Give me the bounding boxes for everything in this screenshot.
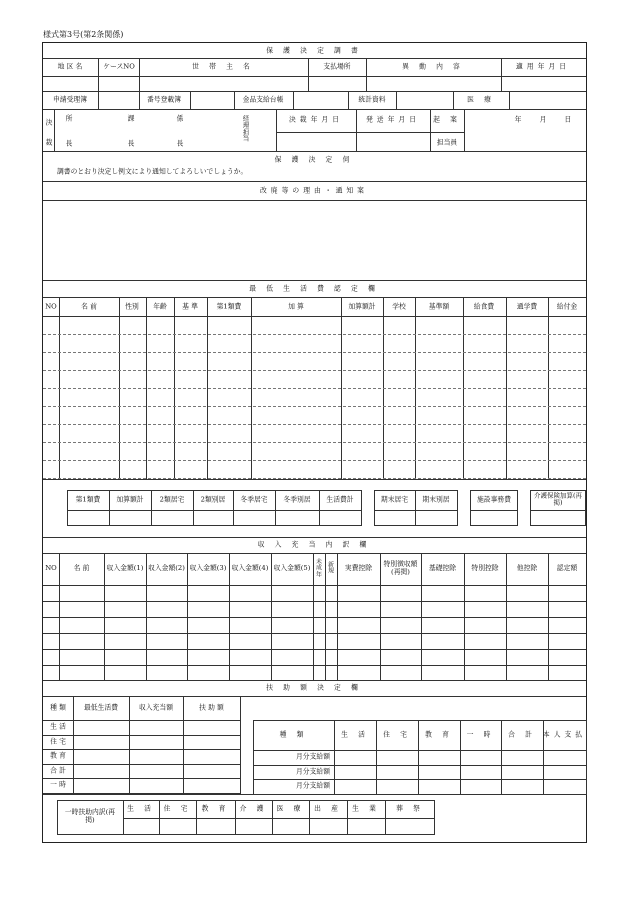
ml-row-line xyxy=(43,442,586,443)
inc-col-0: NO xyxy=(45,564,57,573)
one-time-col-2: 教 育 xyxy=(201,804,230,813)
ml-col-11: 通学費 xyxy=(516,302,538,311)
ml-col-2: 性別 xyxy=(125,302,139,311)
inc-col-13: 他控除 xyxy=(516,564,538,573)
kessai-pos-3: 係 xyxy=(176,114,184,123)
kessai-pos-bottom-3: 長 xyxy=(176,139,184,148)
inc-col-2: 収入金額(1) xyxy=(106,564,144,573)
form-id: 様式第3号(第2条関係) xyxy=(43,30,124,39)
ml-col-5: 第1類費 xyxy=(216,302,242,311)
hdr-apply-date: 適用年月日 xyxy=(516,62,570,71)
hdr-application-book: 申請受理簿 xyxy=(53,95,87,104)
hdr-district: 地 区 名 xyxy=(57,62,83,71)
kessai-label-2: 裁 xyxy=(45,138,53,147)
ml-row-line xyxy=(43,406,586,407)
kian-date: 年 月 日 xyxy=(514,115,572,124)
ml-sum1-1: 加算額計 xyxy=(116,495,144,504)
inc-col-8: 新規 xyxy=(328,561,335,575)
inc-col-12: 特別控除 xyxy=(471,564,499,573)
hdr-householder: 世 帯 主 名 xyxy=(192,62,254,71)
hdr-medical: 医 療 xyxy=(467,95,495,104)
send-date: 発送年月日 xyxy=(366,115,420,124)
ml-sum1-6: 生活費計 xyxy=(326,495,354,504)
one-time-col-5: 出 産 xyxy=(314,804,342,813)
min-living-title: 最 低 生 活 費 認 定 欄 xyxy=(249,284,379,293)
form-frame xyxy=(42,42,587,843)
assistance-title: 扶 助 額 決 定 欄 xyxy=(266,683,362,692)
as-right-row-0: 月分支給額 xyxy=(296,752,330,761)
ml-col-3: 年齢 xyxy=(153,302,167,311)
ml-col-4: 基 準 xyxy=(182,302,198,311)
ml-sum3: 施設事務費 xyxy=(477,495,511,504)
as-right-row-2: 月分支給額 xyxy=(296,781,330,790)
as-left-col-2: 収入充当額 xyxy=(139,703,173,712)
ml-sum1-0: 第1類費 xyxy=(75,495,101,504)
ml-col-7: 加算額計 xyxy=(348,302,376,311)
kessai-pos-bottom-1: 長 xyxy=(65,139,73,148)
ml-row-line xyxy=(43,460,586,461)
kessai-pos-bottom-2: 長 xyxy=(127,139,135,148)
one-time-col-7: 葬 祭 xyxy=(396,804,424,813)
one-time-label: 一時扶助内訳(再 掲) xyxy=(64,808,116,824)
as-right-col-0: 種 類 xyxy=(279,730,308,739)
ml-col-10: 給食費 xyxy=(473,302,495,311)
as-left-row-1: 住 宅 xyxy=(50,737,66,746)
tantou-label: 担当員 xyxy=(436,138,458,147)
ml-sum1-3: 2類別居 xyxy=(200,495,226,504)
inc-col-7: 未成年 xyxy=(316,558,323,579)
as-right-col-6: 本人支払 xyxy=(542,730,587,739)
hdr-number-book: 番号登載簿 xyxy=(147,95,181,104)
kessai-label-1: 決 xyxy=(45,118,53,127)
inc-col-6: 収入金額(5) xyxy=(273,564,311,573)
inc-col-11: 基礎控除 xyxy=(428,564,457,573)
ml-sum2-1: 期末別居 xyxy=(422,495,450,504)
as-right-col-2: 住 宅 xyxy=(383,730,411,739)
ml-col-1: 名 前 xyxy=(81,302,97,311)
ml-row-line xyxy=(43,352,586,353)
as-right-col-5: 合 計 xyxy=(508,730,536,739)
hdr-statistics: 統計資料 xyxy=(358,95,386,104)
ml-col-8: 学校 xyxy=(392,302,406,311)
reason-title: 改廃等の理由・通知案 xyxy=(260,186,368,195)
one-time-col-1: 住 宅 xyxy=(163,804,192,813)
one-time-col-6: 生 業 xyxy=(352,804,380,813)
inc-col-1: 名 前 xyxy=(73,564,90,573)
form-title: 保 護 決 定 調 書 xyxy=(266,46,362,55)
ml-sum2-0: 期末居宅 xyxy=(380,495,409,504)
ml-sum1-2: 2類居宅 xyxy=(159,495,185,504)
ml-col-9: 基準額 xyxy=(428,302,450,311)
ml-col-12: 給付金 xyxy=(556,302,578,311)
kian-label: 起 案 xyxy=(433,115,461,124)
as-left-row-2: 教 育 xyxy=(50,751,66,760)
ml-row-line xyxy=(43,388,586,389)
kessai-pos-2: 課 xyxy=(127,114,135,123)
as-right-row-1: 月分支給額 xyxy=(296,767,330,776)
hdr-pay-place: 支払場所 xyxy=(323,62,351,71)
kessai-pos-1: 所 xyxy=(65,114,73,123)
one-time-col-4: 医 療 xyxy=(276,804,305,813)
ml-sum1-4: 冬季居宅 xyxy=(240,495,268,504)
ml-sum4: 介護保険加算(再掲) xyxy=(533,491,583,507)
one-time-col-0: 生 活 xyxy=(127,804,155,813)
hdr-change: 異 動 内 容 xyxy=(402,62,464,71)
as-left-row-0: 生 活 xyxy=(50,722,66,731)
ml-sum1-5: 冬季別居 xyxy=(283,495,311,504)
as-left-col-0: 種 類 xyxy=(50,703,66,712)
ml-col-6: 加 算 xyxy=(288,302,304,311)
as-right-col-4: 一 時 xyxy=(466,730,495,739)
hdr-payment-ledger: 金品支給台帳 xyxy=(242,95,284,104)
as-right-col-1: 生 活 xyxy=(341,730,369,739)
as-left-col-1: 最低生活費 xyxy=(84,703,118,712)
inc-col-10: 特別徴収額(再掲) xyxy=(383,560,418,576)
hdr-case-no: ケースNO xyxy=(103,62,135,71)
inc-col-9: 実費控除 xyxy=(344,564,373,573)
decision-title: 保 護 決 定 伺 xyxy=(274,155,354,164)
ml-row-line xyxy=(43,370,586,371)
as-left-col-3: 扶 助 額 xyxy=(199,703,224,712)
ml-row-line xyxy=(43,334,586,335)
decision-text: 調書のとおり決定し例文により通知してよろしいでしょうか。 xyxy=(57,167,248,176)
inc-col-14: 認定額 xyxy=(556,564,578,573)
ml-col-0: NO xyxy=(45,302,57,311)
as-right-col-3: 教 育 xyxy=(425,730,453,739)
one-time-col-3: 介 護 xyxy=(239,804,268,813)
inc-col-3: 収入金額(2) xyxy=(148,564,185,573)
ml-row-line xyxy=(43,424,586,425)
inc-col-5: 収入金額(4) xyxy=(231,564,269,573)
as-left-row-4: 一 時 xyxy=(50,780,66,789)
kessai-pos-4: 経理担当 xyxy=(242,114,250,143)
income-title: 収 入 充 当 内 訳 欄 xyxy=(257,540,371,549)
kessai-date: 決裁年月日 xyxy=(289,115,343,124)
as-left-row-3: 合 計 xyxy=(50,766,66,775)
inc-col-4: 収入金額(3) xyxy=(189,564,227,573)
